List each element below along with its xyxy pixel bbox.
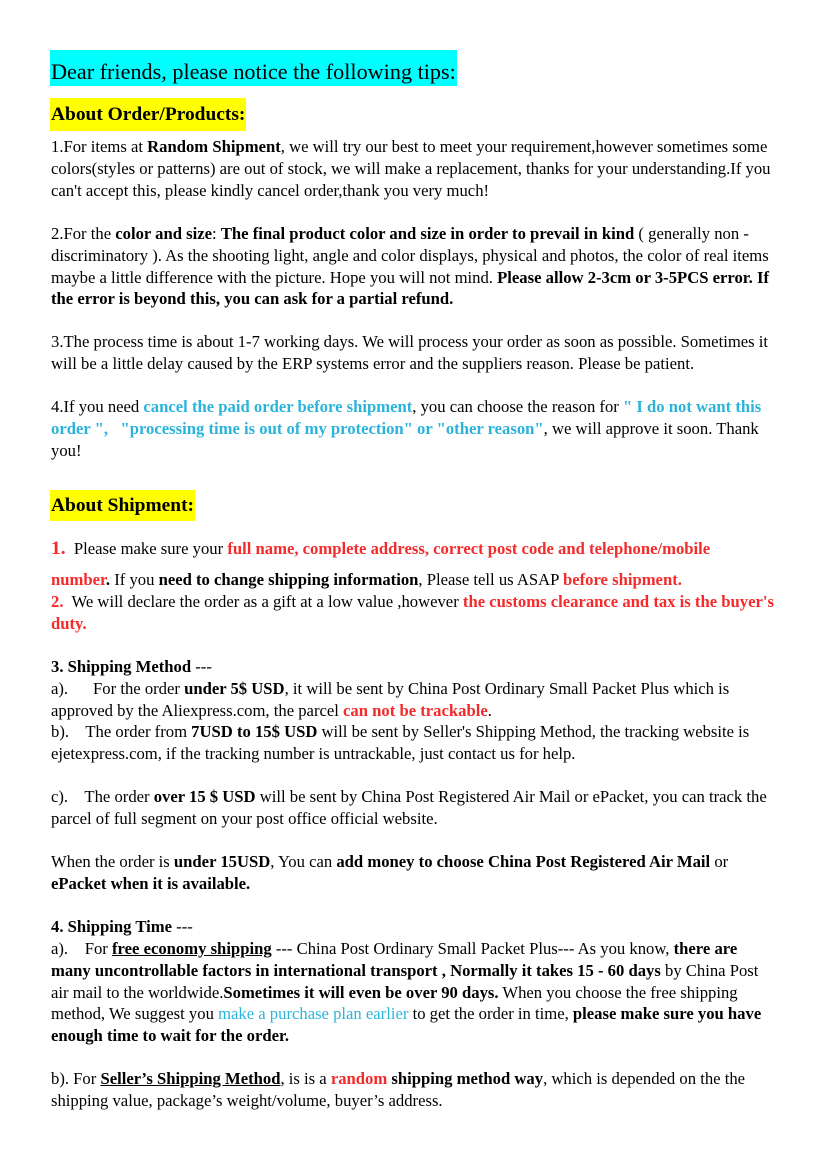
blue-text: make a purchase plan earlier: [218, 1004, 409, 1023]
shipping-time-title: [51, 916, 193, 938]
shipping-time-a-line-1: [51, 938, 737, 960]
shipping-time-b-line-1: [51, 1068, 745, 1090]
order-tip-1-line-1: [51, 136, 767, 158]
text-run: 1.For items at: [51, 137, 148, 156]
order-tip-4-line-3: [51, 440, 82, 462]
text-run: maybe a little difference with the picture. Hope you will not mind.: [51, 268, 498, 287]
bold-text: Sometimes it will even be over 90 days.: [223, 983, 499, 1002]
text-run: ---: [172, 917, 193, 936]
bold-text: ePacket when it is available.: [51, 874, 251, 893]
text-run: b). For: [51, 1069, 101, 1088]
bold-text: enough time to wait for the order.: [51, 1026, 290, 1045]
red-bold-text: before shipment.: [562, 570, 682, 589]
shipping-time-a-line-4: [51, 1003, 761, 1025]
text-run: We will declare the order as a gift at a low value ,however: [63, 592, 463, 611]
bold-text: shipping method way: [387, 1069, 544, 1088]
shipping-time-a-line-2: [51, 960, 758, 982]
text-run: When the order is: [51, 852, 174, 871]
text-run: to get the order in time,: [408, 1004, 573, 1023]
text-run: will be a little delay caused by the ERP systems error and the suppliers reason. Please be patient.: [51, 354, 695, 373]
order-tip-4-line-2: [51, 418, 759, 440]
text-run: by China Post: [660, 961, 759, 980]
blue-bold-text: " I do not want this: [623, 397, 762, 416]
bold-text: .: [105, 570, 111, 589]
tips-title: [50, 50, 457, 86]
red-bold-text: can not be trackable: [343, 701, 488, 720]
shipping-method-c-line-2: [51, 808, 438, 830]
underlined-bold-text: Seller’s Shipping Method: [100, 1069, 281, 1088]
bold-text: need to change shipping information: [158, 570, 419, 589]
shipment-item-2-line-1: [51, 591, 774, 613]
shipping-method-note-line-2: [51, 873, 250, 895]
red-bold-text: duty.: [51, 614, 87, 633]
text-run: , Please tell us ASAP: [418, 570, 563, 589]
bold-text: 7USD to 15$ USD: [191, 722, 318, 741]
text-run: a). For the order: [51, 679, 185, 698]
order-tip-4-line-1: [51, 396, 761, 418]
order-tip-3-line-2: [51, 353, 694, 375]
text-run: can't accept this, please kindly cancel order,thank you very much!: [51, 181, 490, 200]
text-run: air mail to the worldwide.: [51, 983, 224, 1002]
text-run: ( generally non -: [634, 224, 749, 243]
text-run: colors(styles or patterns) are out of stock, we will make a replacement, thanks for your understanding.If you: [51, 159, 771, 178]
shipping-method-c-line-1: [51, 786, 767, 808]
bold-text: many uncontrollable factors in international transport , Normally it takes 15 - 60 days: [51, 961, 661, 980]
bold-text: add money to choose China Post Registered Air Mail: [336, 852, 711, 871]
shipping-method-note-line-1: [51, 851, 728, 873]
text-run: c). The order: [51, 787, 154, 806]
order-tip-2-line-1: [51, 223, 749, 245]
text-run: , is is a: [280, 1069, 331, 1088]
red-bold-text: number: [51, 570, 106, 589]
text-run: When you choose the free shipping: [498, 983, 738, 1002]
bold-text: The final product color and size in order to prevail in kind: [220, 224, 635, 243]
text-run: will be sent by China Post Registered Air Mail or ePacket, you can track the: [255, 787, 767, 806]
text-run: If you: [110, 570, 159, 589]
order-tip-2-line-2: [51, 245, 769, 267]
text-run: , we will approve it soon. Thank: [543, 419, 759, 438]
shipment-heading-text: About Shipment:: [51, 495, 194, 516]
bold-text: Please allow 2-3cm or 3-5PCS error. If: [497, 268, 769, 287]
bold-text: color and size: [115, 224, 213, 243]
section-title-text: 4. Shipping Time: [51, 917, 173, 936]
text-run: or: [710, 852, 729, 871]
order-tip-2-line-3: [51, 267, 769, 289]
shipping-time-a-line-3: [51, 982, 738, 1004]
text-run: , you can choose the reason for: [412, 397, 623, 416]
text-run: a). For: [51, 939, 113, 958]
text-run: will be sent by Seller's Shipping Method, the tracking website is: [317, 722, 750, 741]
order-tip-1-line-3: [51, 180, 489, 202]
red-item-number: 1.: [51, 538, 66, 559]
text-run: , You can: [270, 852, 337, 871]
text-run: you!: [51, 441, 82, 460]
text-run: .: [487, 701, 492, 720]
bold-text: over 15 $ USD: [153, 787, 256, 806]
text-run: , we will try our best to meet your requirement,however sometimes some: [280, 137, 768, 156]
text-run: :: [212, 224, 221, 243]
text-run: ejetexpress.com, if the tracking number is untrackable, just contact us for help.: [51, 744, 576, 763]
blue-bold-text: cancel the paid order before shipment: [143, 397, 413, 416]
text-run: discriminatory ). As the shooting light, angle and color displays, physical and photos, the color of real items: [51, 246, 769, 265]
order-products-heading-text: About Order/Products:: [51, 104, 246, 125]
tips-title-text: Dear friends, please notice the following tips:: [51, 59, 456, 84]
text-run: Please make sure your: [65, 539, 228, 558]
red-bold-text: full name, complete address, correct post code and telephone/mobile: [227, 539, 711, 558]
text-run: , which is depended on the the: [543, 1069, 746, 1088]
shipping-time-a-line-5: [51, 1025, 289, 1047]
text-run: 4.If you need: [51, 397, 144, 416]
shipment-item-1-line-2: [51, 569, 682, 591]
underlined-bold-text: free economy shipping: [112, 939, 272, 958]
blue-bold-text: order ", "processing time is out of my protection" or "other reason": [51, 419, 544, 438]
text-run: 3.The process time is about 1-7 working days. We will process your order as soon as possible. Sometimes it: [51, 332, 769, 351]
shipping-method-a-line-1: [51, 678, 729, 700]
order-products-heading: [50, 98, 246, 131]
text-run: approved by the Aliexpress.com, the parcel: [51, 701, 344, 720]
bold-text: there are: [673, 939, 738, 958]
shipment-item-1-line-1: [51, 538, 710, 560]
shipping-method-b-line-1: [51, 721, 749, 743]
order-tip-3-line-1: [51, 331, 768, 353]
text-run: b). The order from: [51, 722, 192, 741]
shipping-method-a-line-2: [51, 700, 492, 722]
text-run: --- China Post Ordinary Small Packet Plus--- As you know,: [271, 939, 674, 958]
text-run: 2.For the: [51, 224, 116, 243]
bold-text: Random Shipment: [147, 137, 281, 156]
order-tip-2-line-4: [51, 288, 453, 310]
bold-text: please make sure you have: [572, 1004, 762, 1023]
text-run: shipping value, package’s weight/volume, buyer’s address.: [51, 1091, 443, 1110]
text-run: , it will be sent by China Post Ordinary Small Packet Plus which is: [284, 679, 730, 698]
order-tip-1-line-2: [51, 158, 771, 180]
shipment-item-2-line-2: [51, 613, 87, 635]
shipment-heading: [50, 490, 195, 521]
red-bold-text: the customs clearance and tax is the buyer's: [462, 592, 774, 611]
text-run: ---: [191, 657, 212, 676]
bold-text: the error is beyond this, you can ask for a partial refund.: [51, 289, 454, 308]
shipping-method-title: [51, 656, 212, 678]
red-item-number: 2.: [51, 592, 64, 611]
bold-text: under 5$ USD: [184, 679, 285, 698]
bold-text: under 15USD: [173, 852, 271, 871]
section-title-text: 3. Shipping Method: [51, 657, 192, 676]
text-run: parcel of full segment on your post office official website.: [51, 809, 438, 828]
red-bold-text: random: [330, 1069, 388, 1088]
shipping-method-b-line-2: [51, 743, 575, 765]
text-run: method, We suggest you: [51, 1004, 219, 1023]
shipping-time-b-line-2: [51, 1090, 443, 1112]
